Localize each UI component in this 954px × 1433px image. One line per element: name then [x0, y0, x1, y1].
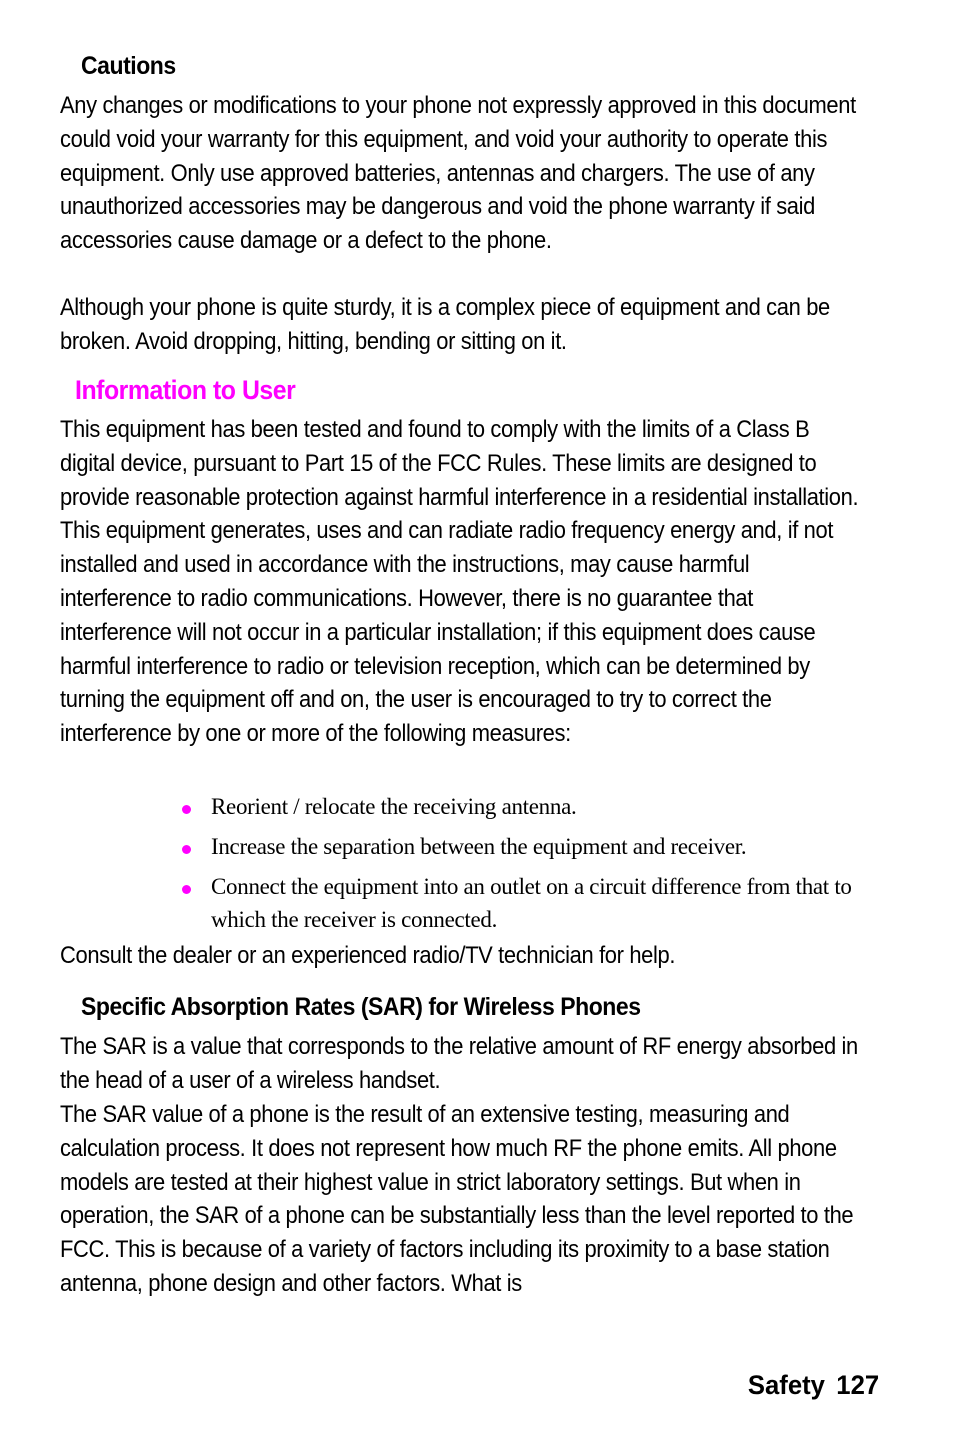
sar-heading: Specific Absorption Rates (SAR) for Wireless Phones — [81, 993, 641, 1021]
list-item — [180, 830, 900, 863]
cautions-heading: Cautions — [81, 52, 176, 80]
information-paragraph: This equipment has been tested and found to comply with the limits of a Class B digital device, pursuant to Part 15 of the FCC Rules. These limits are designed to provide reasonable protection against harmful interference in a residential installation. This equipment generates, uses and can radiate radio frequency energy and, if not installed and used in accordance with the instructions, may cause harmful interference to radio communications. However, there is no guarantee that interference will not occur in a particular installation; if this equipment does cause harmful interference to radio or television reception, which can be determined by turning the equipment off and on, the user is encouraged to try to correct the interference by one or more of the following measures: — [60, 416, 859, 748]
list-item-text: Reorient / relocate the receiving antenna. — [211, 794, 577, 819]
sar-paragraph-1: The SAR is a value that corresponds to the relative amount of RF energy absorbed in the head of a user of a wireless handset. — [60, 1033, 858, 1094]
cautions-paragraph-2: Although your phone is quite sturdy, it is a complex piece of equipment and can be broken. Avoid dropping, hitting, bending or sitting on it. — [60, 294, 830, 355]
sar-paragraph-2: The SAR value of a phone is the result of an extensive testing, measuring and calculation process. It does not represent how much RF the phone emits. All phone models are tested at their highest value in strict laboratory settings. But when in operation, the SAR of a phone can be substantially less than the level reported to the FCC. This is because of a variety of factors including its proximity to a base station antenna, phone design and other factors. What is — [60, 1101, 854, 1297]
measures-list — [180, 790, 900, 943]
footer-section-label: Safety — [747, 1370, 825, 1400]
cautions-paragraph-1: Any changes or modifications to your phone not expressly approved in this document could void your warranty for this equipment, and void your authority to operate this equipment. Only use approved batteries, antennas and chargers. The use of any unauthorized accessories may be dangerous and void the phone warranty if said accessories cause damage or a defect to the phone. — [60, 92, 856, 255]
list-item-text: Increase the separation between the equipment and receiver. — [211, 834, 747, 859]
information-to-user-heading: Information to User — [75, 375, 296, 405]
bullet-dot-icon — [182, 845, 191, 854]
bullet-dot-icon — [182, 805, 191, 814]
list-item-text: Connect the equipment into an outlet on a circuit difference from that to which the receiver is connected. — [211, 874, 852, 932]
consult-paragraph: Consult the dealer or an experienced radio/TV technician for help. — [60, 942, 676, 969]
page-footer — [748, 1370, 879, 1401]
page-number: 127 — [836, 1370, 879, 1400]
bullet-dot-icon — [182, 885, 191, 894]
list-item — [180, 870, 900, 936]
list-item — [180, 790, 900, 823]
